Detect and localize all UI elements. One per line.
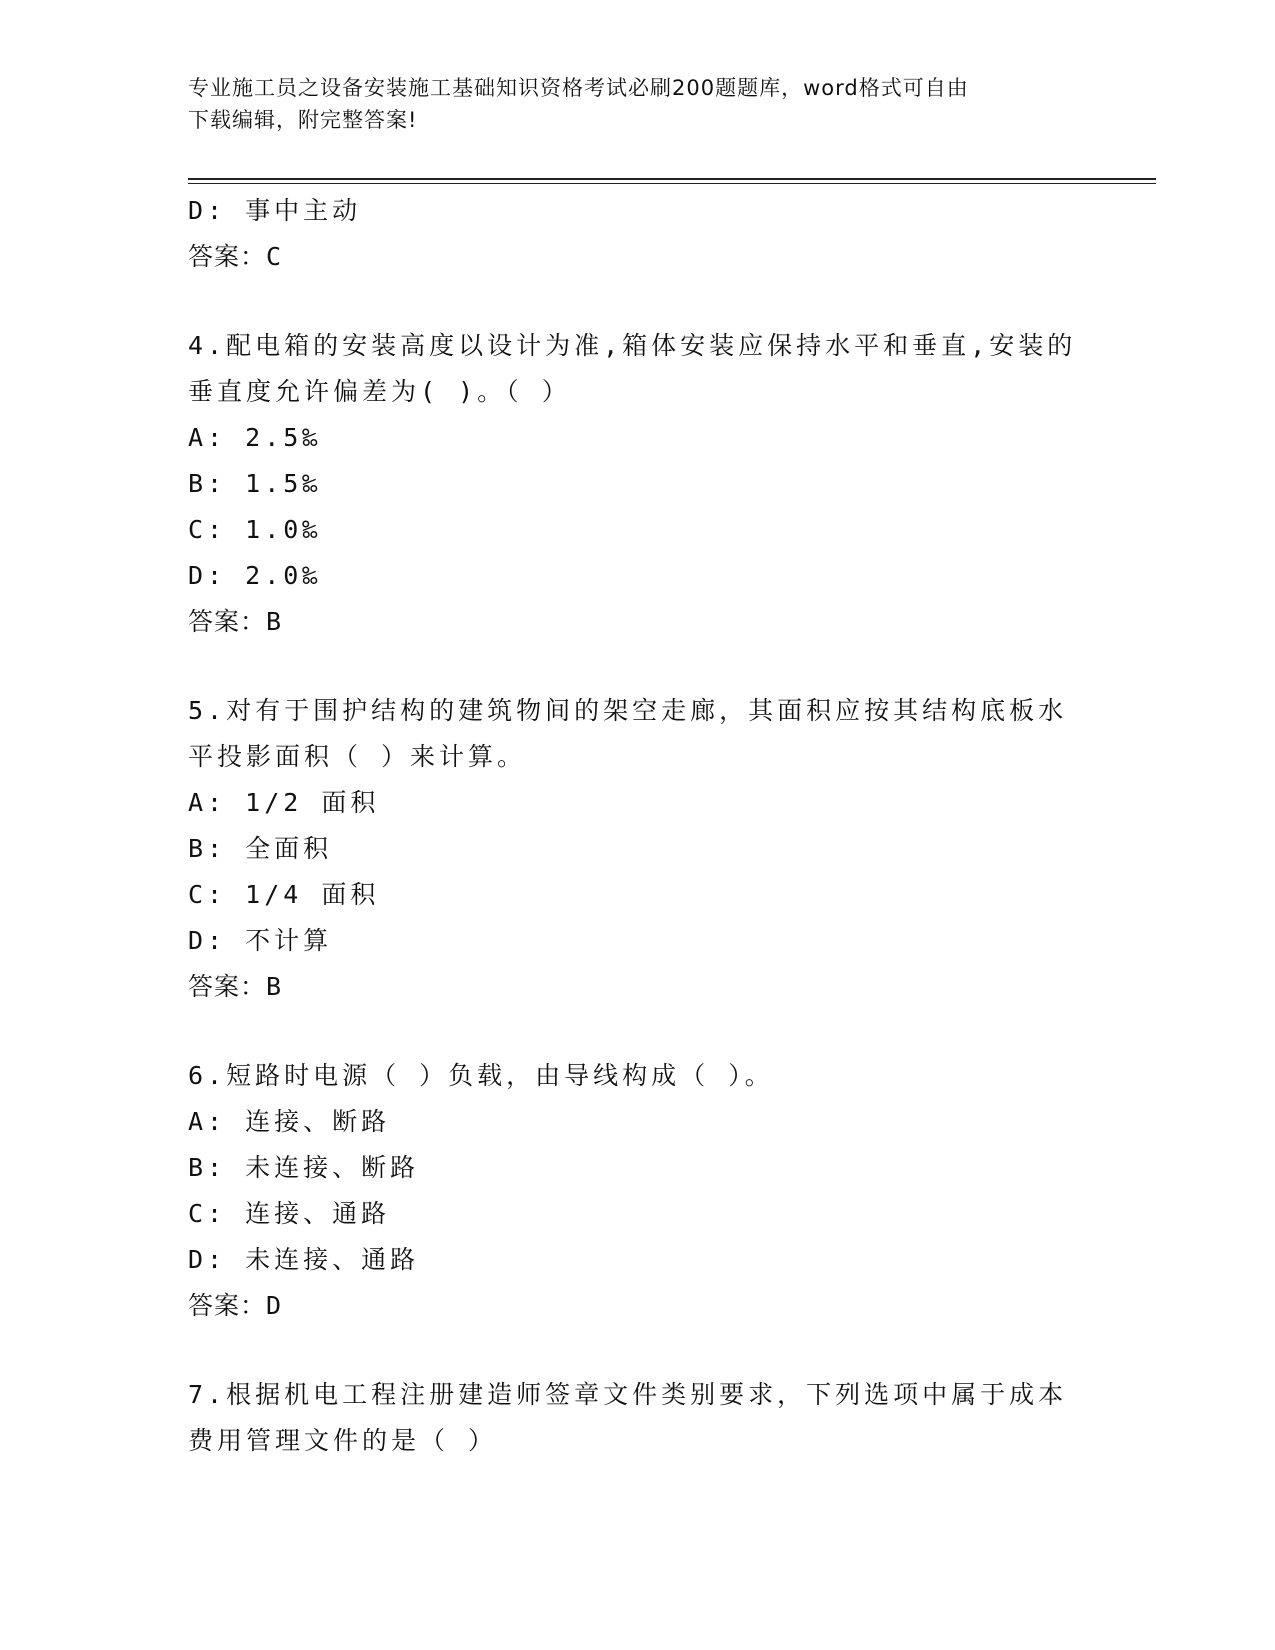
- answer-line: [188, 234, 1088, 280]
- option-b: B: 1.5‰: [188, 469, 322, 498]
- question-stem-line: 平投影面积（ ）来计算。: [188, 742, 527, 771]
- option-a: A: 2.5‰: [188, 423, 322, 452]
- answer-label: 答案：: [188, 607, 267, 636]
- header-divider-thin: [188, 183, 1156, 184]
- question-4: [188, 323, 1088, 645]
- header-line-2: 下载编辑，附完整答案!: [188, 108, 418, 132]
- answer-value: C: [266, 242, 283, 271]
- option-a: A: 连接、断路: [188, 1107, 391, 1136]
- option-b: B: 全面积: [188, 834, 333, 863]
- option-d: D: 事中主动: [188, 196, 362, 225]
- question-gap: [188, 1010, 1088, 1053]
- answer-value: B: [266, 607, 283, 636]
- question-stem-line: 垂直度允许偏差为( )。（ ）: [188, 377, 571, 406]
- header-line-1: 专业施工员之设备安装施工基础知识资格考试必刷200题题库，word格式可自由: [188, 76, 969, 100]
- question-stem-line: 4.配电箱的安装高度以设计为准,箱体安装应保持水平和垂直,安装的: [188, 331, 1077, 360]
- document-header: [188, 72, 1088, 136]
- option-a: A: 1/2 面积: [188, 788, 380, 817]
- answer-line: [188, 964, 1088, 1010]
- option-c: C: 1/4 面积: [188, 880, 380, 909]
- option-d: D: 2.0‰: [188, 561, 322, 590]
- answer-label: 答案：: [188, 972, 267, 1001]
- question-7: [188, 1372, 1088, 1464]
- option-d: D: 不计算: [188, 926, 333, 955]
- answer-value: B: [266, 972, 283, 1001]
- question-stem-line: 6.短路时电源（ ）负载，由导线构成（ ）。: [188, 1061, 774, 1090]
- question-gap: [188, 1329, 1088, 1372]
- answer-label: 答案：: [188, 242, 267, 271]
- question-6: [188, 1053, 1088, 1329]
- question-stem-line: 7.根据机电工程注册建造师签章文件类别要求，下列选项中属于成本: [188, 1380, 1068, 1409]
- question-stem-line: 5.对有于围护结构的建筑物间的架空走廊，其面积应按其结构底板水: [188, 696, 1068, 725]
- answer-label: 答案：: [188, 1291, 267, 1320]
- question-gap: [188, 280, 1088, 323]
- answer-value: D: [266, 1291, 283, 1320]
- question-stem-line: 费用管理文件的是（ ）: [188, 1426, 498, 1455]
- header-divider-thick: [188, 178, 1156, 180]
- option-c: C: 1.0‰: [188, 515, 322, 544]
- option-d: D: 未连接、通路: [188, 1245, 420, 1274]
- question-5: [188, 688, 1088, 1010]
- option-b: B: 未连接、断路: [188, 1153, 420, 1182]
- option-c: C: 连接、通路: [188, 1199, 391, 1228]
- answer-line: [188, 1283, 1088, 1329]
- answer-line: [188, 599, 1088, 645]
- document-body: [188, 188, 1088, 1464]
- question-gap: [188, 645, 1088, 688]
